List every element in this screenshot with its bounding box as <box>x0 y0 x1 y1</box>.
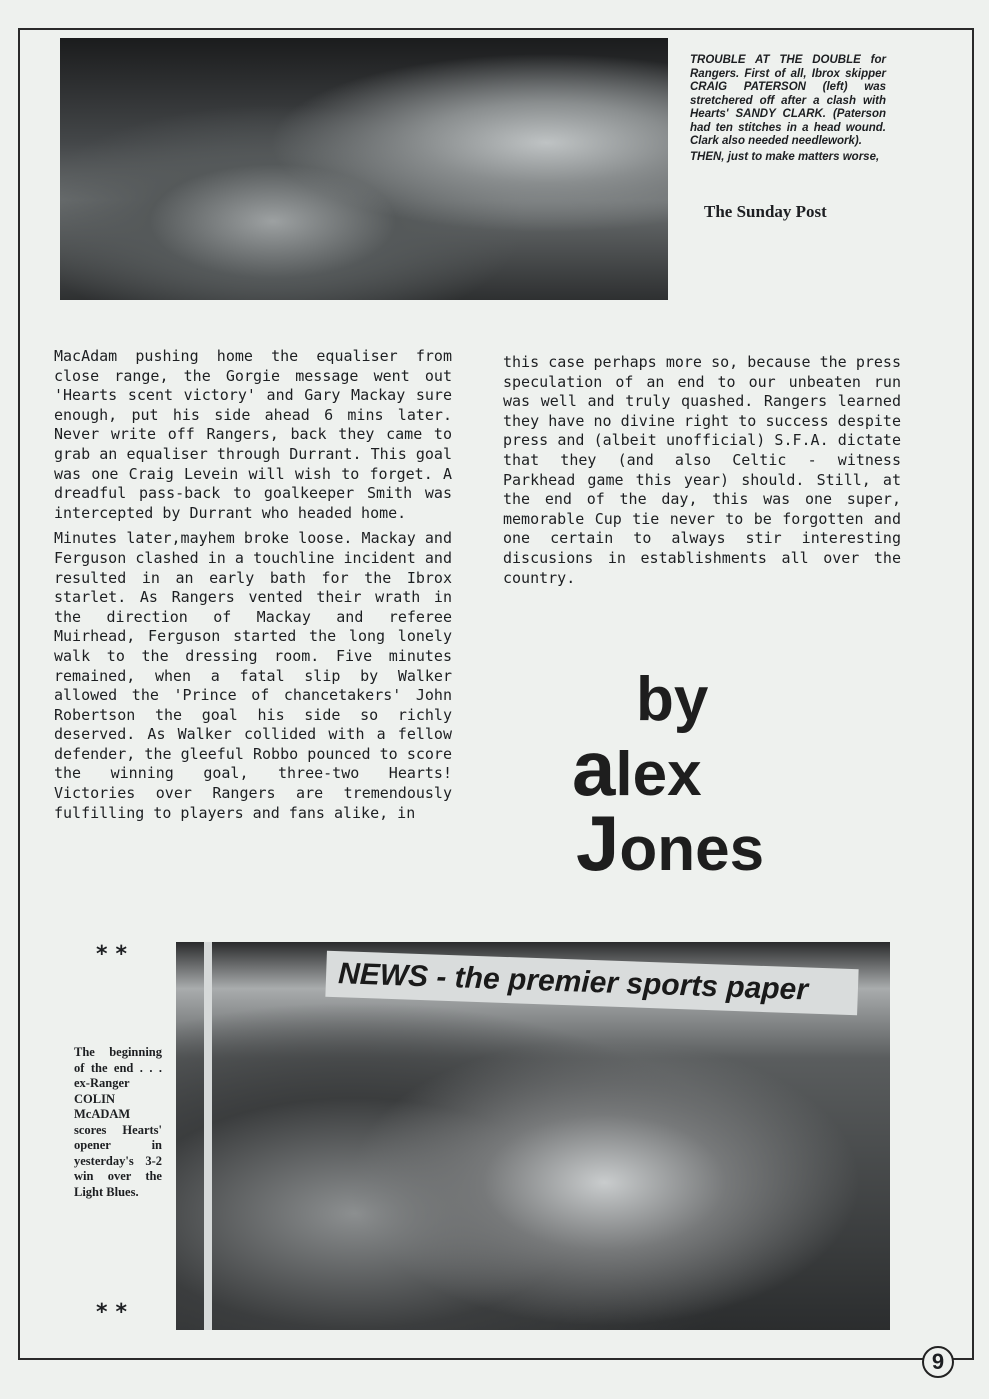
goal-post <box>204 942 212 1330</box>
article-paragraph: Minutes later,mayhem broke loose. Mackay and Ferguson clashed in a touchline incident and resulted in an early bath for the Ibrox starlet. As Rangers vented their wrath in the direction of Mackay and referee Muirhead, Ferguson started the long lonely walk to the dressing room. Five minutes remained, when a fatal slip by Walker allowed the 'Prince of chancetakers' John Robertson the goal his side so richly deserved. As Walker collided with a fellow defender, the gleeful Robbo pounced to score the winning goal, three-two Hearts! Victories over Rangers are tremendously fulfilling to players and fans alike, in <box>54 529 452 822</box>
article-paragraph: MacAdam pushing home the equaliser from close range, the Gorgie message went out 'Hearts scent victory' and Gary Mackay sure enough, put his side ahead 6 mins later. Never write off Rangers, back they came to grab an equaliser through Durrant. This goal was one Craig Levein will wish to forget. A dreadful pass-back to goalkeeper Smith was intercepted by Durrant who headed home. <box>54 347 452 522</box>
goal-photo <box>176 942 890 1330</box>
article-right-column <box>503 353 901 594</box>
byline-first-name <box>570 724 790 812</box>
article-paragraph: this case perhaps more so, because the press speculation of an end to our unbeaten run was well and truly quashed. Rangers learned they have no divine right to success despite press and (albeit unofficial) S.F.A. dictate that they (and also Celtic - witness Parkhead game this year) should. Still, at the end of the day, this was one super, memorable Cup tie never to be forgotten and one certain to always stir interesting discusions in establishments all over the country. <box>503 353 901 587</box>
byline-by: by <box>636 665 709 734</box>
byline-last-rest: ones <box>619 815 765 884</box>
stars-bottom: ** <box>96 1300 136 1325</box>
top-caption-paragraph-2: THEN, just to make matters worse, <box>690 150 880 163</box>
byline-last-initial: J <box>576 799 620 887</box>
article-left-column <box>54 347 452 829</box>
byline-first-initial: a <box>572 724 616 812</box>
photo-source: The Sunday Post <box>704 202 827 221</box>
top-photo-caption <box>690 54 886 166</box>
stretcher-photo <box>60 38 668 300</box>
stars-top: ** <box>96 942 136 967</box>
bottom-photo-caption: The beginning of the end . . . ex-Ranger COLIN McADAM scores Hearts' opener in yesterday's 3-2 win over the Light Blues. <box>74 1045 162 1199</box>
top-caption-paragraph-1: TROUBLE AT THE DOUBLE for Rangers. First of all, Ibrox skipper CRAIG PATERSON (left) was stretchered off after a clash with Hearts' SANDY CLARK. (Paterson had ten stitches in a head wound. Clark also needed needlework). <box>690 54 886 147</box>
page-number: 9 <box>922 1346 954 1378</box>
byline-last-name <box>570 799 790 887</box>
author-byline <box>570 665 790 887</box>
stadium-banner: NEWS - the premier sports paper <box>325 951 858 1016</box>
byline-first-rest: lex <box>615 740 702 809</box>
